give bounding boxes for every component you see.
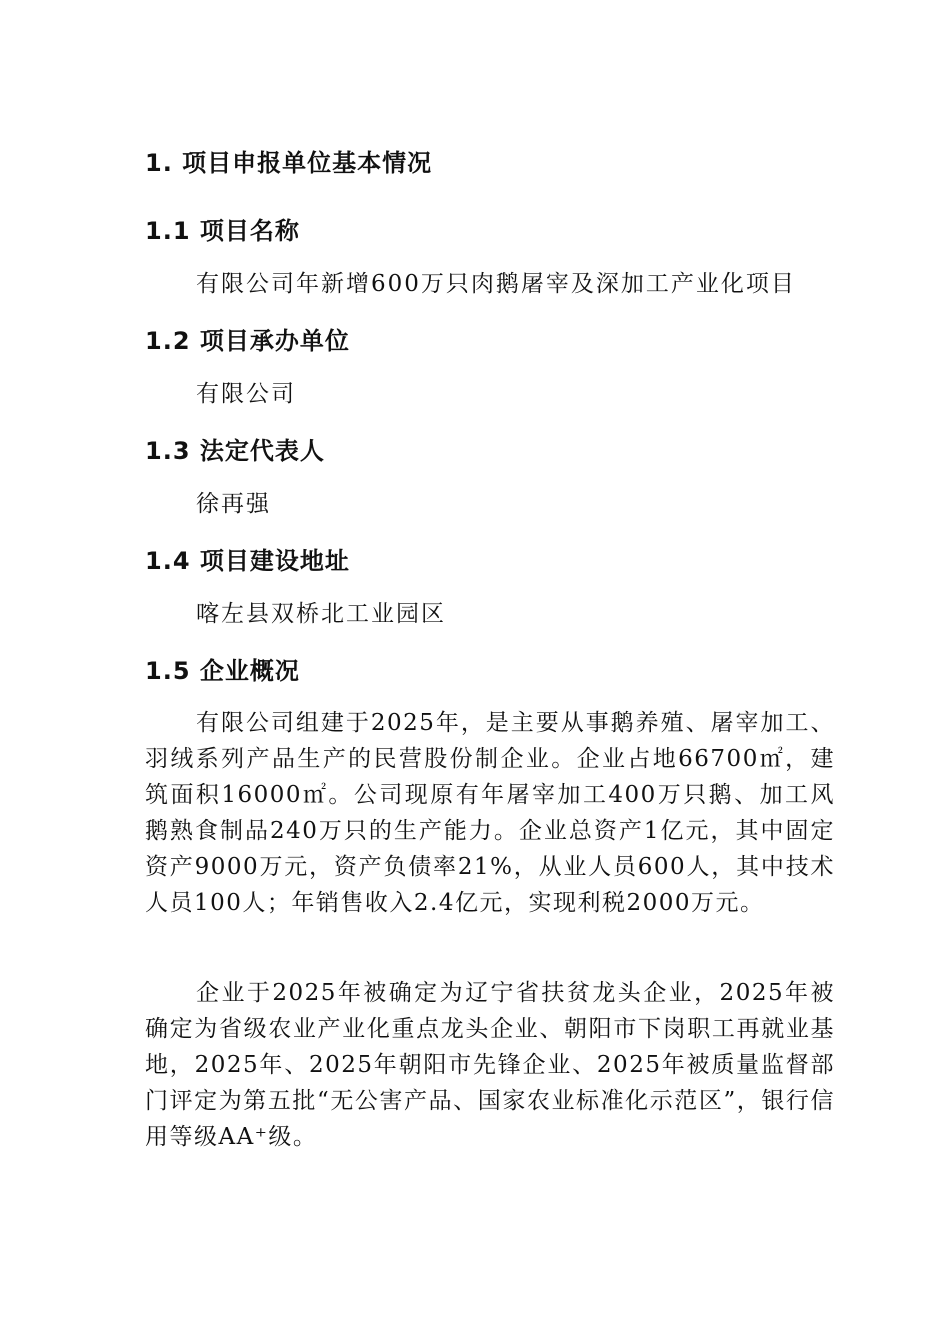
overview-paragraph-2: 企业于2025年被确定为辽宁省扶贫龙头企业，2025年被确定为省级农业产业化重点龙头企业、朝阳市下岗职工再就业基地，2025年、2025年朝阳市先锋企业、2025年被质量监督部门评定为第五批“无公害产品、国家农业标准化示范区”，银行信用等级AA⁺级。 bbox=[145, 980, 835, 1150]
item-heading-undertaking-unit: 1.2 项目承办单位 bbox=[145, 327, 350, 355]
item-value-undertaking-unit: 有限公司 bbox=[196, 381, 296, 407]
item-value-project-name: 有限公司年新增600万只肉鹅屠宰及深加工产业化项目 bbox=[196, 271, 796, 297]
item-value-construction-address: 喀左县双桥北工业园区 bbox=[196, 601, 446, 627]
overview-paragraph-1: 有限公司组建于2025年，是主要从事鹅养殖、屠宰加工、羽绒系列产品生产的民营股份制企业。企业占地66700㎡，建筑面积16000㎡。公司现原有年屠宰加工400万只鹅、加工风鹅熟食制品240万只的生产能力。企业总资产1亿元，其中固定资产9000万元，资产负债率21%，从业人员600人，其中技术人员100人；年销售收入2.4亿元，实现利税2000万元。 bbox=[145, 710, 835, 916]
item-heading-project-name: 1.1 项目名称 bbox=[145, 217, 300, 245]
item-value-legal-representative: 徐再强 bbox=[196, 491, 271, 517]
overview-heading: 1.5 企业概况 bbox=[145, 657, 300, 685]
item-heading-legal-representative: 1.3 法定代表人 bbox=[145, 437, 325, 465]
section-title: 1. 项目申报单位基本情况 bbox=[145, 149, 433, 177]
item-heading-construction-address: 1.4 项目建设地址 bbox=[145, 547, 350, 575]
